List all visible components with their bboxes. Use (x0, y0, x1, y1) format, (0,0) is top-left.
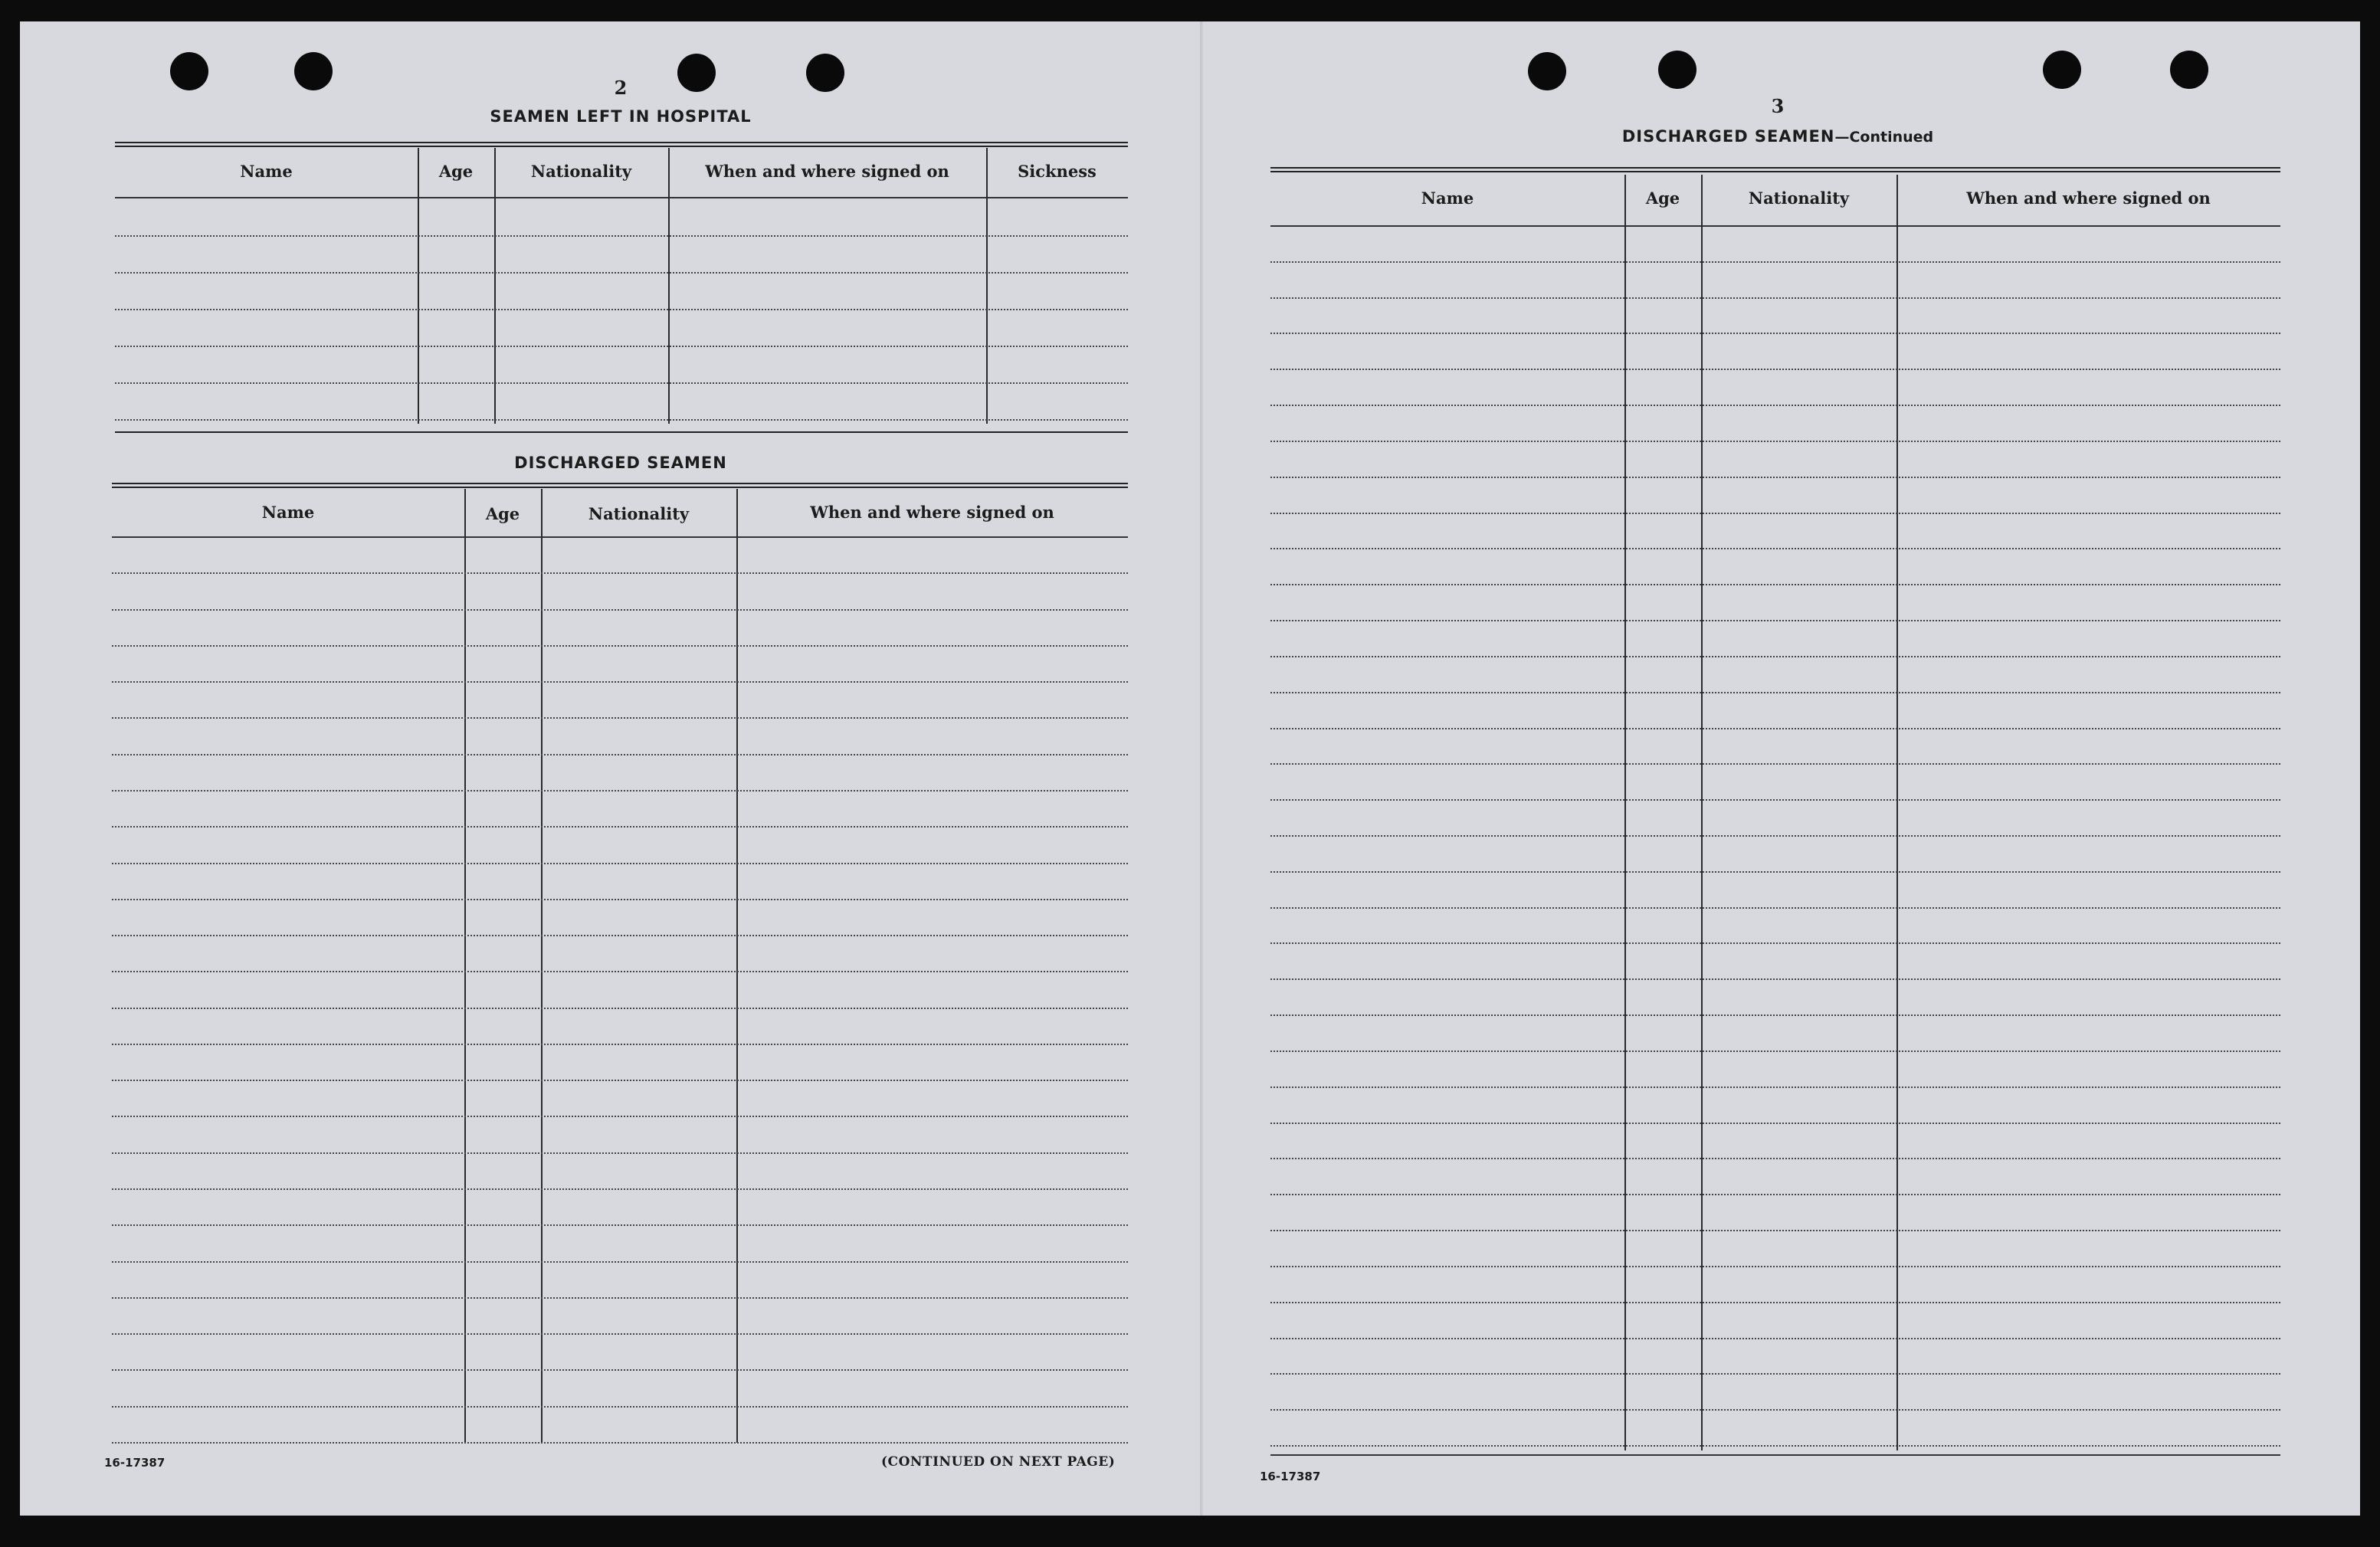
table-row (1270, 405, 2280, 406)
col-header-nationality: Nationality (1748, 188, 1850, 208)
table-row (115, 309, 1128, 310)
discharged-section-title: DISCHARGED SEAMEN (514, 454, 727, 472)
page-number-left: 2 (614, 77, 628, 99)
punch-hole (806, 54, 844, 92)
col-header-name: Name (1421, 188, 1474, 208)
table-row (112, 935, 1128, 936)
col-header-nationality: Nationality (530, 162, 632, 181)
table-row (112, 1080, 1128, 1081)
table-bottom-rule (1270, 1454, 2280, 1456)
page-fold (1200, 21, 1203, 1516)
table-row (1270, 1266, 2280, 1267)
table-row (112, 681, 1128, 683)
table-row (112, 971, 1128, 972)
header-rule (115, 197, 1128, 198)
table-row (112, 1406, 1128, 1408)
section-title-suffix: —Continued (1834, 129, 1934, 146)
table-row (112, 609, 1128, 611)
table-row (112, 863, 1128, 864)
punch-hole (1658, 51, 1696, 89)
punch-hole (1528, 52, 1566, 90)
table-row (1270, 1230, 2280, 1231)
col-header-name: Name (261, 503, 315, 522)
section-title-text: DISCHARGED SEAMEN (1621, 127, 1835, 146)
hospital-table (115, 142, 1128, 437)
table-row (112, 826, 1128, 828)
table-row (115, 346, 1128, 347)
punch-hole (2170, 51, 2208, 89)
table-row (112, 645, 1128, 647)
table-row (112, 1442, 1128, 1444)
punch-hole (2043, 51, 2081, 89)
table-row (112, 572, 1128, 574)
col-header-age: Age (485, 504, 520, 523)
discharged-continued-title (1533, 127, 2023, 146)
table-row (1270, 261, 2280, 263)
header-rule (112, 536, 1128, 538)
table-row (1270, 1409, 2280, 1411)
column-divider (1701, 175, 1703, 1450)
table-row (112, 754, 1128, 755)
table-row (1270, 1158, 2280, 1159)
table-row (112, 1008, 1128, 1009)
table-row (1270, 1050, 2280, 1052)
table-row (1270, 1445, 2280, 1447)
table-top-rule (115, 142, 1128, 147)
table-row (112, 790, 1128, 792)
column-divider (1624, 175, 1626, 1450)
table-row (1270, 548, 2280, 549)
table-row (1270, 1014, 2280, 1016)
table-row (1270, 513, 2280, 514)
table-row (1270, 763, 2280, 765)
col-header-age: Age (438, 162, 474, 181)
discharged-continued-table (1270, 167, 2280, 1456)
form-number-left: 16-17387 (104, 1456, 166, 1470)
col-header-sickness: Sickness (1018, 162, 1097, 181)
table-row (112, 1188, 1128, 1190)
punch-hole (170, 52, 208, 90)
table-row (112, 1152, 1128, 1154)
table-row (1270, 620, 2280, 621)
column-divider (736, 489, 738, 1443)
column-divider (541, 489, 543, 1443)
table-row (1270, 1302, 2280, 1303)
table-row (1270, 477, 2280, 478)
table-row (1270, 333, 2280, 334)
table-row (1270, 1194, 2280, 1195)
discharged-table (112, 483, 1128, 1444)
table-row (115, 382, 1128, 384)
table-top-rule (112, 483, 1128, 488)
col-header-signed-on: When and where signed on (810, 503, 1054, 522)
table-row (1270, 942, 2280, 944)
table-row (1270, 1338, 2280, 1339)
col-header-nationality: Nationality (588, 504, 690, 523)
table-bottom-rule (115, 431, 1128, 433)
table-row (112, 1333, 1128, 1335)
table-row (1270, 835, 2280, 837)
table-row (1270, 656, 2280, 657)
table-row (1270, 871, 2280, 873)
punch-hole (294, 52, 333, 90)
table-row (112, 1369, 1128, 1371)
header-rule (1270, 225, 2280, 227)
table-row (112, 1297, 1128, 1299)
table-row (1270, 1123, 2280, 1124)
column-divider (464, 489, 466, 1443)
table-top-rule (1270, 167, 2280, 172)
punch-hole (677, 54, 716, 92)
table-row (115, 272, 1128, 274)
table-row (1270, 799, 2280, 801)
table-row (1270, 369, 2280, 370)
column-divider (1896, 175, 1898, 1450)
table-row (1270, 297, 2280, 299)
table-row (1270, 907, 2280, 909)
table-row (1270, 1373, 2280, 1375)
table-row (112, 717, 1128, 719)
hospital-section-title: SEAMEN LEFT IN HOSPITAL (490, 107, 752, 126)
table-row (1270, 441, 2280, 442)
page-number-right: 3 (1771, 95, 1785, 117)
table-row (112, 1044, 1128, 1045)
table-row (1270, 584, 2280, 585)
table-row (112, 1116, 1128, 1117)
col-header-age: Age (1645, 188, 1680, 208)
table-row (1270, 692, 2280, 693)
table-row (1270, 728, 2280, 729)
table-row (115, 419, 1128, 421)
table-row (112, 1224, 1128, 1226)
col-header-signed-on: When and where signed on (705, 162, 949, 181)
continued-note: (CONTINUED ON NEXT PAGE) (881, 1454, 1116, 1470)
col-header-name: Name (240, 162, 293, 181)
col-header-signed-on: When and where signed on (1966, 188, 2211, 208)
table-row (1270, 978, 2280, 980)
table-row (112, 899, 1128, 900)
table-row (1270, 1087, 2280, 1088)
form-number-right: 16-17387 (1260, 1470, 1321, 1483)
table-row (112, 1261, 1128, 1263)
table-row (115, 235, 1128, 237)
